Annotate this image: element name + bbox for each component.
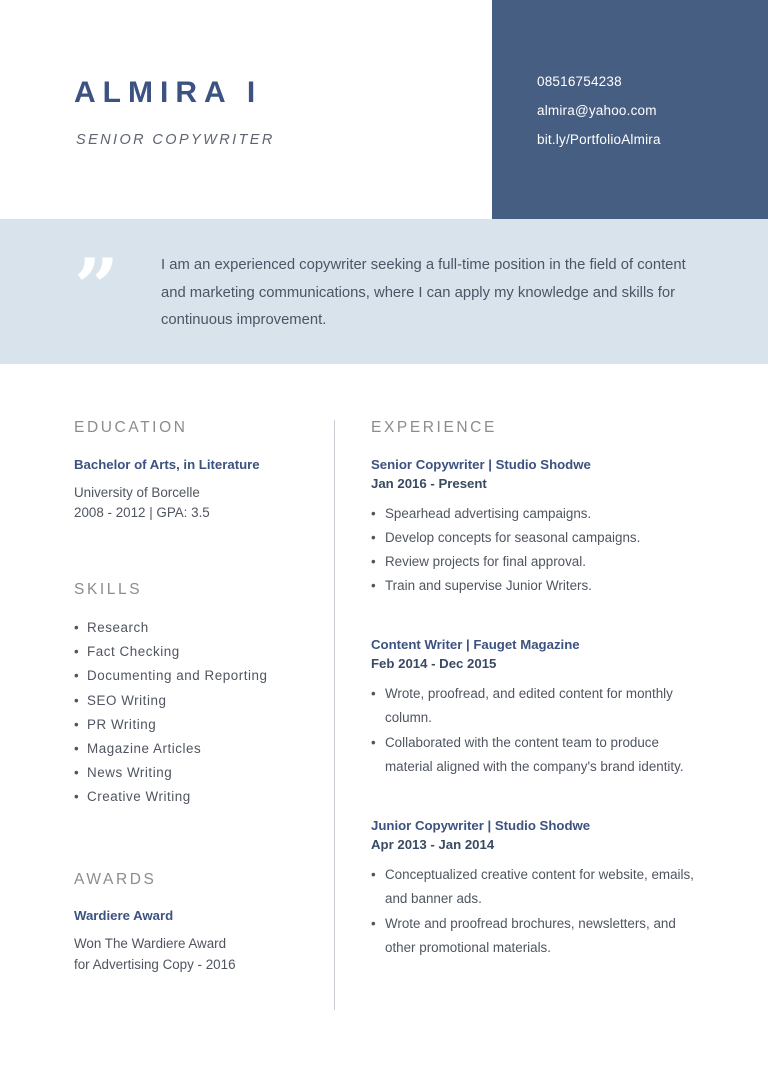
awards-heading: AWARDS (74, 870, 157, 888)
job-title: Senior Copywriter | Studio Shodwe (371, 456, 591, 472)
award-description-line-1: Won The Wardiere Award (74, 936, 227, 952)
resume-header (0, 0, 768, 219)
experience-heading: EXPERIENCE (371, 419, 497, 436)
list-item: • Wrote and proofread brochures, newsletters, and other promotional materials. (371, 912, 701, 961)
education-school: University of Borcelle (74, 484, 200, 500)
contact-panel (492, 0, 768, 219)
education-details (74, 483, 324, 524)
spacer (371, 599, 701, 635)
contact-list (537, 74, 661, 149)
education-section (74, 420, 324, 524)
education-years: 2008 - 2012 | GPA: 3.5 (74, 505, 210, 520)
spacer-awards (74, 810, 324, 872)
list-item: • PR Writing (74, 713, 324, 737)
education-degree: Bachelor of Arts, in Literature (74, 456, 260, 472)
experience-entry (371, 635, 701, 780)
skills-heading: SKILLS (74, 580, 143, 598)
spacer (371, 673, 701, 682)
list-item: • Fact Checking (74, 640, 324, 664)
left-column (74, 420, 324, 975)
award-description-line-2: for Advertising Copy - 2016 (74, 956, 236, 972)
spacer (371, 780, 701, 816)
right-column (371, 420, 701, 961)
education-heading: EDUCATION (74, 419, 188, 436)
job-title: Content Writer | Fauget Magazine (371, 636, 580, 652)
skills-section (74, 582, 324, 810)
list-item: • Review projects for final approval. (371, 550, 701, 574)
experience-entry (371, 816, 701, 961)
spacer-skills (74, 524, 324, 582)
list-item: • Collaborated with the content team to produce material aligned with the company's brand identity. (371, 731, 701, 780)
list-item: • Spearhead advertising campaigns. (371, 502, 701, 526)
contact-portfolio-link[interactable]: bit.ly/PortfolioAlmira (537, 132, 661, 148)
contact-phone[interactable]: 08516754238 (537, 74, 622, 89)
job-date: Feb 2014 - Dec 2015 (371, 655, 497, 671)
list-item: • Creative Writing (74, 785, 324, 809)
list-item: • Train and supervise Junior Writers. (371, 574, 701, 598)
list-item: • News Writing (74, 761, 324, 785)
list-item: • Wrote, proofread, and edited content for monthly column. (371, 682, 701, 731)
quote-icon: ” (74, 242, 119, 333)
award-title: Wardiere Award (74, 908, 174, 924)
spacer (371, 493, 701, 502)
awards-section (74, 872, 324, 976)
candidate-name: ALMIRA I (74, 76, 263, 109)
list-item: • Conceptualized creative content for website, emails, and banner ads. (371, 863, 701, 912)
list-item: • Develop concepts for seasonal campaigns. (371, 526, 701, 550)
candidate-job-title: SENIOR COPYWRITER (76, 132, 275, 148)
spacer (371, 854, 701, 863)
job-date: Jan 2016 - Present (371, 475, 487, 491)
list-item: • SEO Writing (74, 689, 324, 713)
contact-email[interactable]: almira@yahoo.com (537, 103, 657, 119)
summary-text: I am an experienced copywriter seeking a full-time position in the field of content and marketing communications, where I can apply my knowledge and skills for continuous improvement. (161, 257, 686, 328)
experience-entry (371, 455, 701, 599)
column-divider (334, 420, 335, 1010)
job-bullets (371, 682, 701, 780)
job-date: Apr 2013 - Jan 2014 (371, 836, 495, 852)
skills-list (74, 616, 324, 810)
award-details (74, 934, 324, 975)
job-bullets (371, 502, 701, 599)
list-item: • Research (74, 616, 324, 640)
job-bullets (371, 863, 701, 961)
job-title: Junior Copywriter | Studio Shodwe (371, 817, 591, 833)
list-item: • Magazine Articles (74, 737, 324, 761)
list-item: • Documenting and Reporting (74, 664, 324, 688)
